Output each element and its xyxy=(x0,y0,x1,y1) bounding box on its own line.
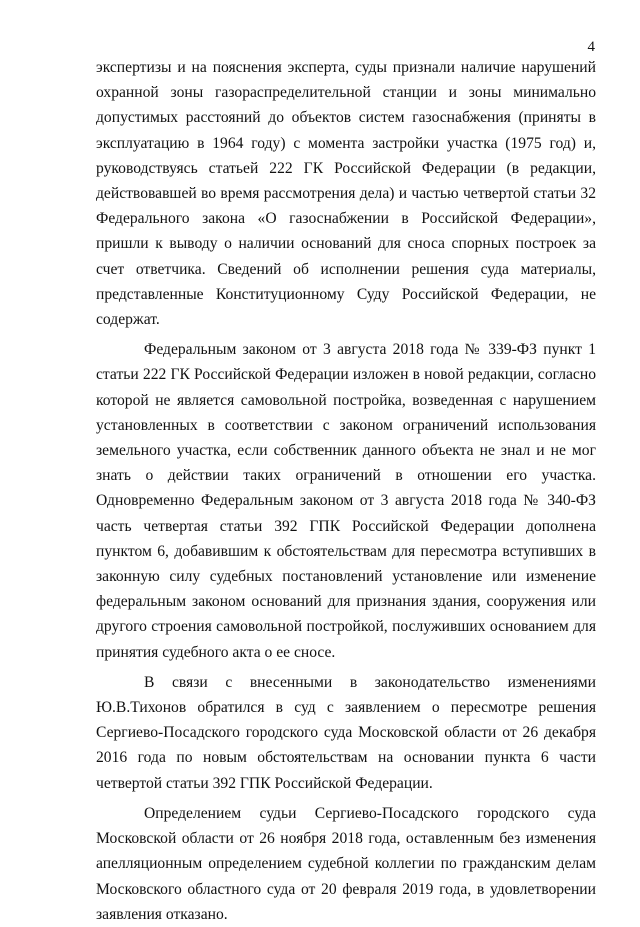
paragraph-continuation: экспертизы и на пояснения эксперта, суды признали наличие нарушений охранной зоны газораспределительной станции и зоны минимально допустимых расстояний до объектов систем газоснабжения (приняты в эксплуатацию в 1964 году) с момента застройки участка (1975 год) и, руководствуясь статьей 222 ГК Российской Федерации (в редакции, действовавшей во время рассмотрения дела) и частью четвертой статьи 32 Федерального закона «О газоснабжении в Российской Федерации», пришли к выводу о наличии оснований для сноса спорных построек за счет ответчика. Сведений об исполнении решения суда материалы, представленные Конституционному Суду Российской Федерации, не содержат. xyxy=(96,59,596,329)
paragraph-review-application: В связи с внесенными в законодательство изменениями Ю.В.Тихонов обратился в суд с заявлением о пересмотре решения Сергиево-Посадского городского суда Московской области от 26 декабря 2016 года по новым обстоятельствам на основании пункта 6 части четвертой статьи 392 ГПК Российской Федерации. xyxy=(96,673,596,792)
page-number: 4 xyxy=(587,39,595,55)
document-body xyxy=(96,55,596,927)
paragraph-court-determination: Определением судьи Сергиево-Посадского городского суда Московской области от 26 ноября 2018 года, оставленным без изменения апелляционным определением судебной коллегии по гражданским делам Московского областного суда от 20 февраля 2019 года, в удовлетворении заявления отказано. xyxy=(96,804,596,923)
paragraph-federal-law-amendments: Федеральным законом от 3 августа 2018 года № 339-ФЗ пункт 1 статьи 222 ГК Российской Федерации изложен в новой редакции, согласно которой не является самовольной постройка, возведенная с нарушением установленных в соответствии с законом ограничений использования земельного участка, если собственник данного объекта не знал и не мог знать о действии таких ограничений в отношении его участка. Одновременно Федеральным законом от 3 августа 2018 года № 340-ФЗ часть четвертая статьи 392 ГПК Российской Федерации дополнена пунктом 6, добавившим к обстоятельствам для пересмотра вступивших в законную силу судебных постановлений установление или изменение федеральным законом оснований для признания здания, сооружения или другого строения самовольной постройкой, послуживших основанием для принятия судебного акта о ее сносе. xyxy=(96,341,596,661)
